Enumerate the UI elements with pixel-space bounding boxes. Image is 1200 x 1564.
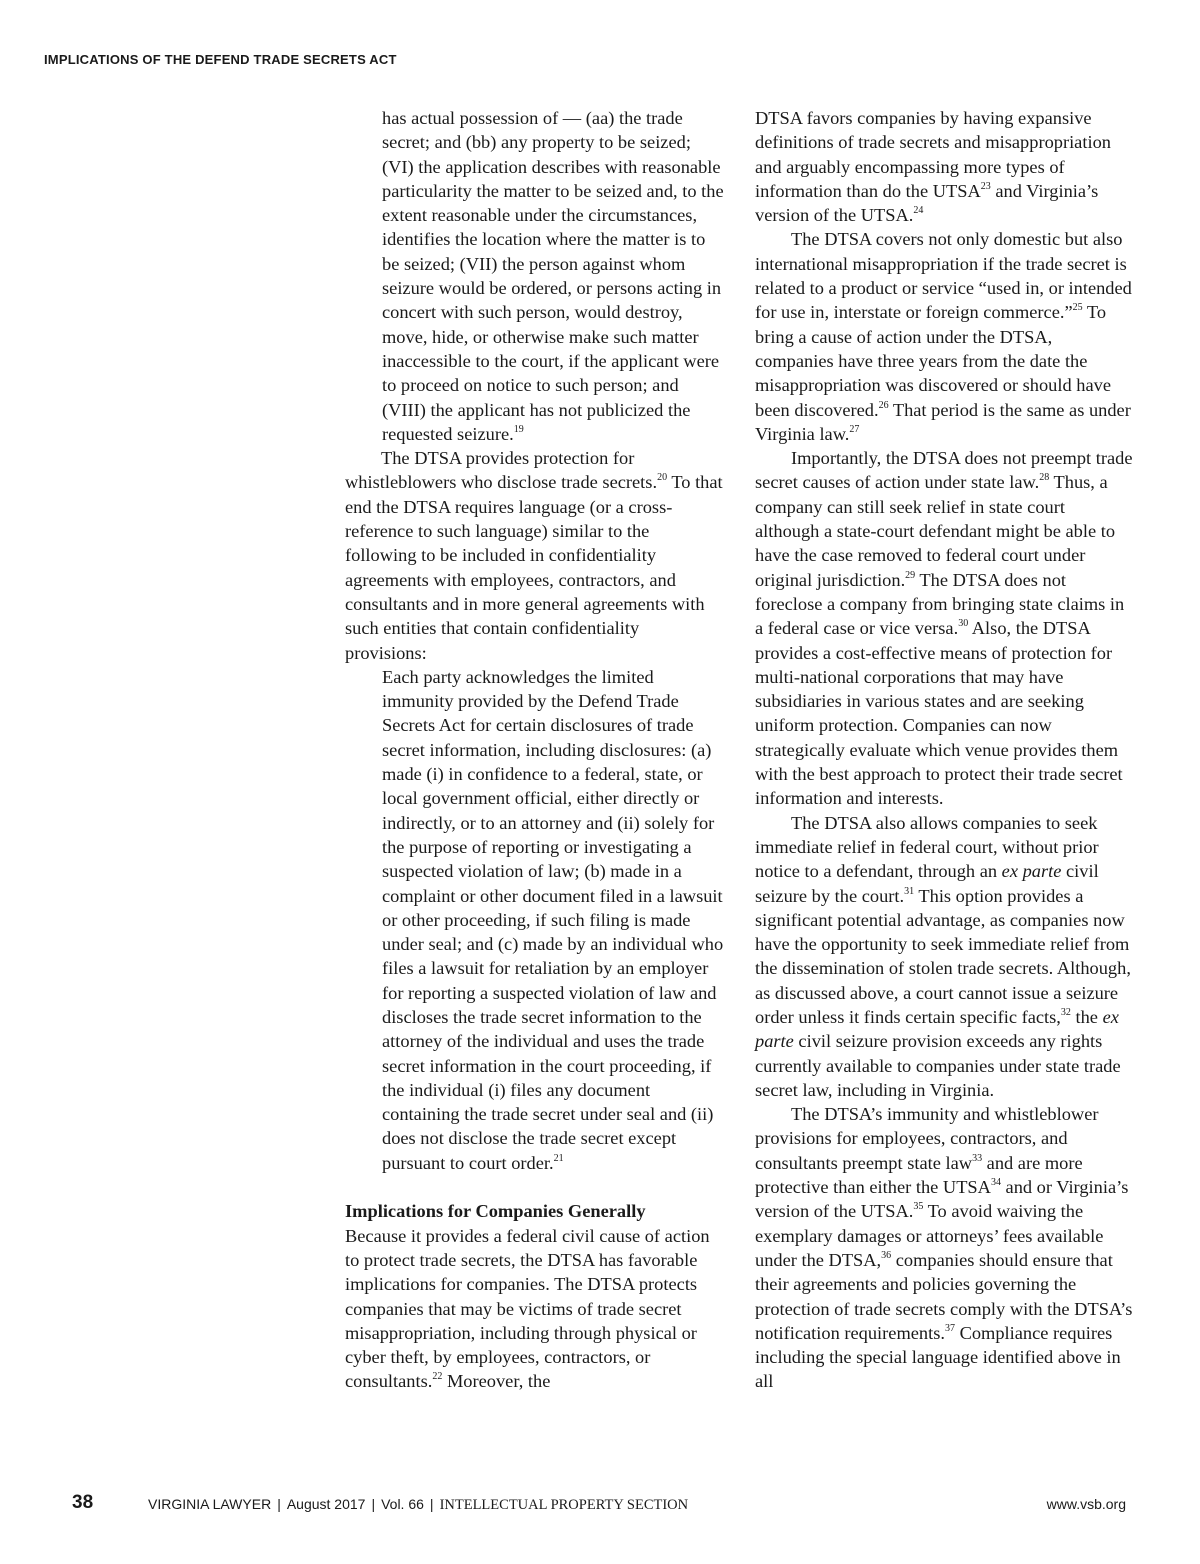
footnote-marker: 35 (913, 1201, 924, 1213)
whistleblower-paragraph (345, 446, 725, 665)
text-run: Also, the DTSA provides a cost-effective means of protection for multi-national corporations that may have subsidiaries in various states and are seeking uniform protection. Companies can now strategically evaluate which venue provides them with the best approach to protect their trade secret information and interests. (755, 618, 1123, 809)
italic-term: ex parte (755, 1006, 1119, 1052)
text-run: The DTSA does not foreclose a company from bringing state claims in a federal case or vice versa. (755, 569, 1125, 639)
text-run: civil seizure provision exceeds any rights currently available to companies under state trade secret law, including in Virginia. (755, 1031, 1121, 1100)
text-run: the (1070, 1006, 1103, 1027)
text-run: The DTSA provides protection for whistleblowers who disclose trade secrets. (345, 448, 658, 493)
footnote-marker: 19 (513, 423, 524, 435)
footnote-marker: 37 (944, 1322, 955, 1334)
publication-name: VIRGINIA LAWYER (148, 1496, 272, 1512)
text-run: and or Virginia’s version of the UTSA. (755, 1177, 1129, 1222)
footnote-marker: 21 (553, 1152, 564, 1164)
website: www.vsb.org (1046, 1496, 1126, 1512)
issue-date: August 2017 (286, 1496, 366, 1512)
definitions-paragraph (755, 106, 1133, 227)
footer-separator: | (429, 1496, 434, 1512)
footnote-marker: 27 (849, 423, 860, 435)
spacer (345, 1175, 725, 1199)
footnote-marker: 34 (990, 1177, 1001, 1189)
text-run: The DTSA covers not only domestic but also international misappropriation if the trade secret is related to a product or service “used in, or intended for use in, interstate or foreign commerce.” (755, 229, 1132, 323)
left-column (345, 106, 725, 1394)
text-run: Thus, a company can still seek relief in state court although a state-court defendant might be able to have the case removed to federal court under original jurisdiction. (755, 472, 1116, 590)
text-run: This option provides a significant potential advantage, as companies now have the opportunity to seek immediate relief from the dissemination of stolen trade secrets. Although, as discussed above, a court cannot issue a seizure order unless it finds certain specific facts, (755, 885, 1131, 1027)
italic-term: ex parte (1001, 861, 1062, 882)
text-run: companies should ensure that their agreements and policies governing the protection of trade secrets comply with the DTSA’s notification requirements. (755, 1249, 1133, 1343)
footnote-marker: 32 (1060, 1006, 1071, 1018)
seizure-factors-block (345, 106, 725, 446)
text-run: Importantly, the DTSA does not preempt trade secret causes of action under state law. (755, 448, 1133, 493)
footnote-marker: 36 (881, 1249, 892, 1261)
footnote-marker: 22 (432, 1371, 443, 1383)
section-heading: Implications for Companies Generally (345, 1201, 646, 1222)
text-run: The DTSA also allows companies to seek immediate relief in federal court, without prior notice to a defendant, through an (755, 812, 1099, 882)
immunity-notice-block (345, 665, 725, 1175)
text-run: To bring a cause of action under the DTSA, companies have three years from the date the misappropriation was discovered or should have been discovered. (755, 302, 1111, 420)
preemption-paragraph (755, 446, 1133, 810)
text-run: and Virginia’s version of the UTSA. (755, 180, 1099, 226)
text-run: That period is the same as under Virginia law. (755, 399, 1131, 444)
volume: Vol. 66 (381, 1496, 424, 1512)
ex-parte-paragraph (755, 811, 1133, 1103)
footer-publication-line (148, 1496, 688, 1514)
coverage-paragraph (755, 227, 1133, 446)
immunity-paragraph (755, 1102, 1133, 1394)
right-column (755, 106, 1133, 1394)
footnote-marker: 20 (657, 472, 668, 484)
text-run: Because it provides a federal civil cause of action to protect trade secrets, the DTSA has favorable implications for companies. The DTSA protects companies that may be victims of trade secret misappropriation, including through physical or cyber theft, by employees, contractors, or consultants. (345, 1225, 710, 1392)
text-run: Moreover, the (442, 1371, 551, 1392)
running-head: IMPLICATIONS OF THE DEFEND TRADE SECRETS ACT (44, 52, 397, 67)
general-implications-paragraph (345, 1224, 725, 1394)
footnote-marker: 33 (972, 1152, 983, 1164)
footer-separator: | (371, 1496, 376, 1512)
text-run: Compliance requires including the special language identified above in all (755, 1322, 1121, 1392)
text-run: civil seizure by the court. (755, 861, 1099, 906)
footnote-marker: 24 (913, 205, 924, 217)
footnote-marker: 31 (904, 885, 915, 897)
text-run: DTSA favors companies by having expansive definitions of trade secrets and misappropriation and arguably encompassing more types of information than do the UTSA (755, 108, 1111, 201)
text-run: Each party acknowledges the limited immunity provided by the Defend Trade Secrets Act for certain disclosures of trade secret information, including disclosures: (a) made (i) in confidence to a federal, state, or local government official, either directly or indirectly, or to an attorney and (ii) solely for the purpose of reporting or investigating a suspected violation of law; (b) made in a complaint or other document filed in a lawsuit or other proceeding, if such filing is made under seal; and (c) made by an individual who files a lawsuit for retaliation by an employer for reporting a suspected violation of law and discloses the trade secret information to the attorney of the individual and uses the trade secret information in the court proceeding, if the individual (i) files any document containing the trade secret under seal and (ii) does not disclose the trade secret except pursuant to court order. (382, 666, 724, 1173)
footnote-marker: 25 (1072, 302, 1083, 314)
footer-separator: | (277, 1496, 281, 1512)
footnote-marker: 30 (958, 618, 969, 630)
footnote-marker: 26 (878, 399, 889, 411)
text-run: To that end the DTSA requires language (or a cross-reference to such language) similar to the following to be included in confidentiality agreements with employees, contractors, and consultants and in more general agreements with such entities that contain confidentiality provisions: (345, 472, 723, 663)
text-run: The DTSA’s immunity and whistleblower provisions for employees, contractors, and consultants preempt state law (755, 1104, 1099, 1173)
text-run: To avoid waiving the exemplary damages or attorneys’ fees available under the DTSA, (755, 1201, 1104, 1270)
footnote-marker: 23 (980, 180, 991, 192)
section-name: INTELLECTUAL PROPERTY SECTION (439, 1497, 689, 1513)
text-run: and are more protective than either the UTSA (755, 1152, 1083, 1198)
text-run: has actual possession of — (aa) the trade secret; and (bb) any property to be seized; (VI) the application describes with reasonable particularity the matter to be seized and, to the extent reasonable under the circumstances, identifies the location where the matter is to be seized; (VII) the person against whom seizure would be ordered, or persons acting in concert with such person, would destroy, move, hide, or otherwise make such matter inaccessible to the court, if the applicant were to proceed on notice to such person; and (VIII) the applicant has not publicized the requested seizure. (382, 108, 724, 444)
page-number: 38 (72, 1492, 94, 1513)
footnote-marker: 29 (905, 569, 916, 581)
footnote-marker: 28 (1039, 472, 1050, 484)
